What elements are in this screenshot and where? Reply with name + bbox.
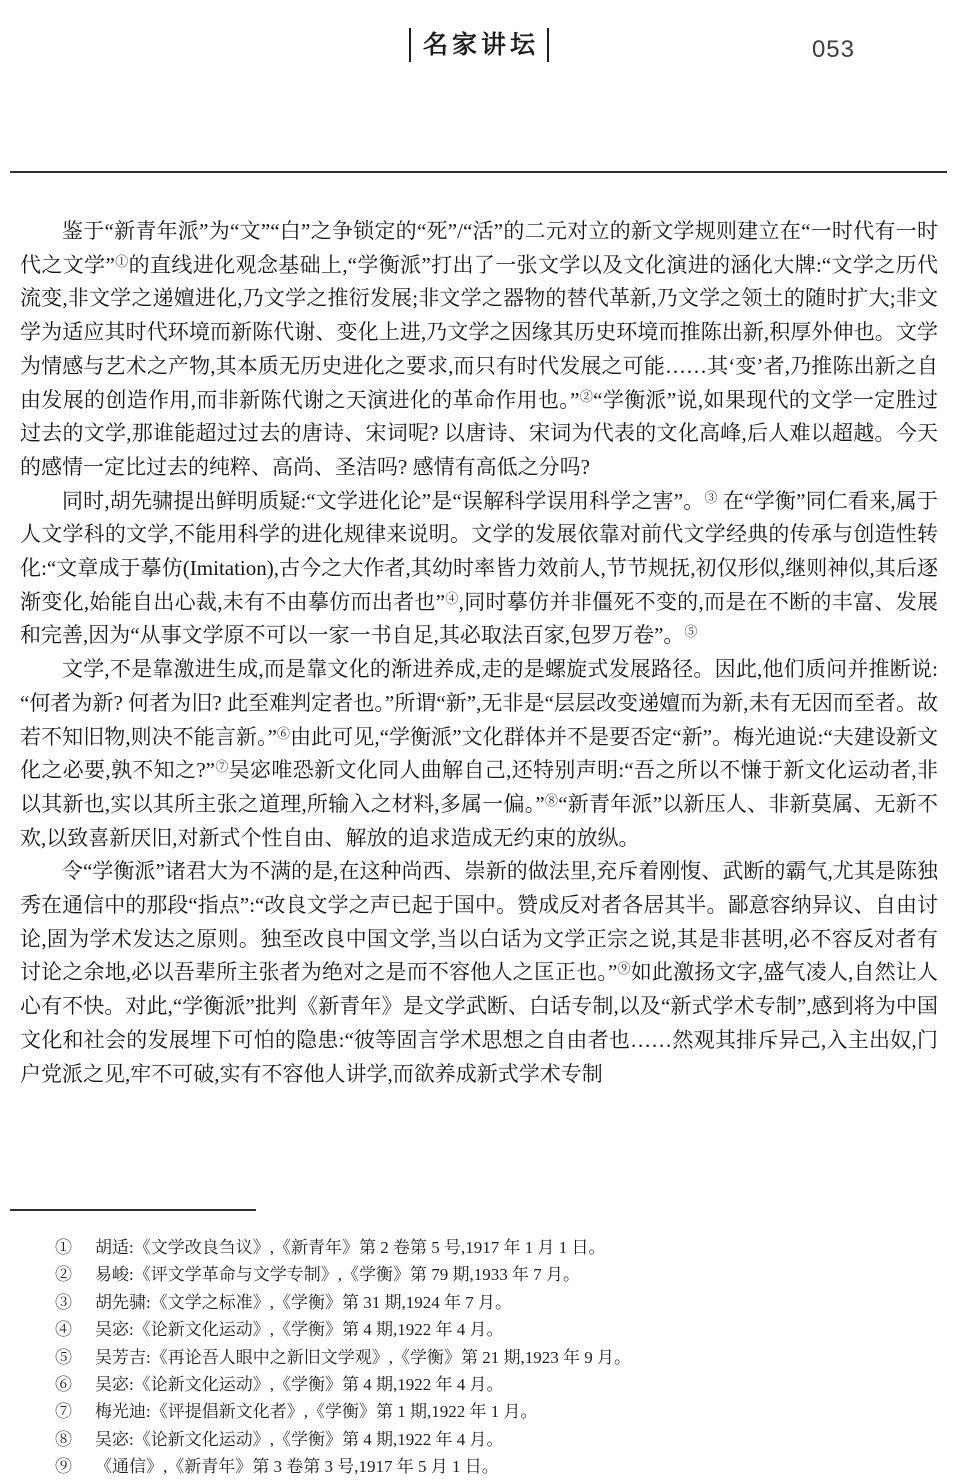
footnote-ref: ⑦ (214, 759, 229, 775)
footnote-marker: ⑥ (55, 1375, 72, 1395)
footnote-marker: ⑧ (55, 1429, 72, 1449)
footnote-item (55, 1371, 937, 1398)
footnote-ref: ⑥ (276, 725, 291, 741)
footnote-item (55, 1453, 937, 1480)
footnote-item (55, 1261, 937, 1288)
footnote-text: 梅光迪:《评提倡新文化者》,《学衡》第 1 期,1922 年 1 月。 (95, 1402, 538, 1422)
footnote-item (55, 1316, 937, 1343)
footnote-item (55, 1398, 937, 1425)
footnote-item (55, 1289, 937, 1316)
footnote-text: 吴芳吉:《再论吾人眼中之新旧文学观》,《学衡》第 21 期,1923 年 9 月。 (95, 1347, 631, 1367)
footnote-ref: ② (579, 388, 594, 404)
footnote-marker: ③ (55, 1292, 72, 1312)
footnote-text: 易峻:《评文学革命与文学专制》,《学衡》第 79 期,1933 年 7 月。 (95, 1265, 580, 1285)
footnote-marker: ① (55, 1238, 72, 1257)
footnote-ref: ① (114, 253, 129, 269)
footnote-text: 胡先骕:《文学之标准》,《学衡》第 31 期,1924 年 7 月。 (95, 1292, 512, 1312)
body-paragraph: 鉴于“新青年派”为“文”“白”之争锁定的“死”/“活”的二元对立的新文学规则建立在“一时代有一时代之文学”①的直线进化观念基础上,“学衡派”打出了一张文学以及文化演进的涵化大牌:“文学之历代流变,非文学之递嬗进化,乃文学之推衍发展;非文学之器物的替代革新,乃文学之领土的随时扩大;非文学为适应其时代环境而新陈代谢、变化上进,乃文学之因缘其历史环境而推陈出新,积厚外伸也。文学为情感与艺术之产物,其本质无历史进化之要求,而只有时代发展之可能……其‘变’者,乃推陈出新之自由发展的创造作用,而非新陈代谢之天演进化的革命作用也。”②“学衡派”说,如果现代的文学一定胜过过去的文学,那谁能超过过去的唐诗、宋词呢? 以唐诗、宋词为代表的文化高峰,后人难以超越。今天的感情一定比过去的纯粹、高尚、圣洁吗? 感情有高低之分吗? (20, 219, 938, 479)
footnote-text: 《通信》,《新青年》第 3 卷第 3 号,1917 年 5 月 1 日。 (95, 1457, 499, 1477)
footnote-marker: ⑨ (55, 1457, 72, 1477)
footnote-item (55, 1426, 937, 1453)
footnote-text: 胡适:《文学改良刍议》,《新青年》第 2 卷第 5 号,1917 年 1 月 1 日。 (95, 1238, 606, 1257)
footnote-list (55, 1234, 937, 1481)
body-paragraph: 文学,不是靠激进生成,而是靠文化的渐进养成,走的是螺旋式发展路径。因此,他们质问并推断说:“何者为新? 何者为旧? 此至难判定者也。”所谓“新”,无非是“层层改变递嬗而为新,未有无因而至者。故若不知旧物,则决不能言新。”⑥由此可见,“学衡派”文化群体并不是要否定“新”。梅光迪说:“夫建设新文化之必要,孰不知之?”⑦吴宓唯恐新文化同人曲解自己,还特别声明:“吾之所以不慊于新文化运动者,非以其新也,实以其所主张之道理,所输入之材料,多属一偏。”⑧“新青年派”以新压人、非新莫属、无新不欢,以致喜新厌旧,对新式个性自由、解放的追求造成无约束的放纵。 (20, 657, 938, 850)
page-number: 053 (811, 36, 855, 63)
footnote-ref: ⑤ (684, 624, 698, 640)
footnote-item (55, 1234, 937, 1261)
footnote-marker: ⑦ (55, 1402, 72, 1422)
header-rule (10, 171, 947, 173)
footnote-ref: ④ (445, 590, 459, 606)
footnote-ref: ⑧ (544, 792, 559, 808)
body-text (20, 215, 938, 1091)
footnote-text: 吴宓:《论新文化运动》,《学衡》第 4 期,1922 年 4 月。 (95, 1375, 504, 1395)
footnote-ref: ③ (704, 489, 718, 505)
body-paragraph: 令“学衡派”诸君大为不满的是,在这种尚西、崇新的做法里,充斥着刚愎、武断的霸气,尤其是陈独秀在通信中的那段“指点”:“改良文学之声已起于国中。赞成反对者各居其半。鄙意容纳异议、自由讨论,固为学术发达之原则。独至改良中国文学,当以白话为文学正宗之说,其是非甚明,必不容反对者有讨论之余地,必以吾辈所主张者为绝对之是而不容他人之匡正也。”⑨如此激扬文字,盛气凌人,自然让人心有不快。对此,“学衡派”批判《新青年》是文学武断、白话专制,以及“新式学术专制”,感到将为中国文化和社会的发展埋下可怕的隐患:“彼等固言学术思想之自由者也……然观其排斥异己,入主出奴,门户党派之见,牢不可破,实有不容他人讲学,而欲养成新式学术专制 (20, 859, 938, 1086)
footnote-marker: ② (55, 1265, 72, 1285)
section-title: 名家讲坛 (409, 28, 549, 62)
footnote-marker: ⑤ (55, 1347, 72, 1367)
footnote-item (55, 1344, 937, 1371)
body-paragraph: 同时,胡先骕提出鲜明质疑:“文学进化论”是“误解科学误用科学之害”。③ 在“学衡”同仁看来,属于人文学科的文学,不能用科学的进化规律来说明。文学的发展依靠对前代文学经典的传承与创造性转化:“文章成于摹仿(Imitation),古今之大作者,其幼时率皆力效前人,节节规抚,初仅形似,继则神似,其后逐渐变化,始能自出心裁,未有不由摹仿而出者也”④,同时摹仿并非僵死不变的,而是在不断的丰富、发展和完善,因为“从事文学原不可以一家一书自足,其必取法百家,包罗万卷”。⑤ (20, 488, 938, 648)
footnote-marker: ④ (55, 1320, 72, 1340)
footnote-ref: ⑨ (617, 961, 631, 977)
footnote-text: 吴宓:《论新文化运动》,《学衡》第 4 期,1922 年 4 月。 (95, 1320, 504, 1340)
footnote-separator (10, 1209, 256, 1211)
footnote-text: 吴宓:《论新文化运动》,《学衡》第 4 期,1922 年 4 月。 (95, 1429, 504, 1449)
